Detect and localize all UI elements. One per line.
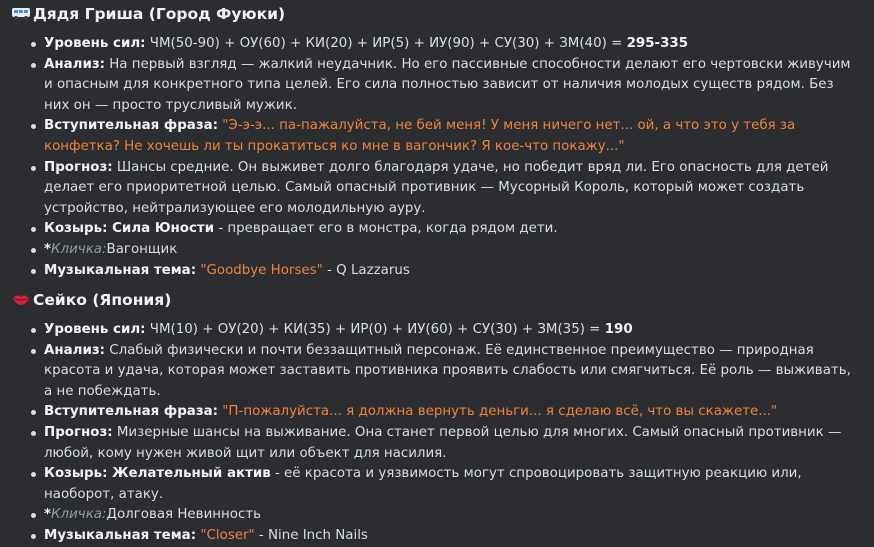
list-item [44,34,859,55]
character-stats-list [44,34,859,281]
song-artist: - Q Lazzarus [322,262,410,278]
stat-label: Анализ: [44,342,105,358]
section-heading [11,289,171,311]
stat-label: Прогноз: [44,424,113,440]
stat-label: Уровень сил: [44,322,146,337]
song-title: "Closer" [196,527,255,543]
nickname-label: Кличка: [51,241,107,257]
stat-value: Шансы средние. Он выживет долго благодаря удаче, но победит вряд ли. Его опасность для детей делает его приоритетной целью. Самый опасный противник — Мусорный Король, который может создать устройство, нейтрализующее его молодильную ауру. [44,159,829,216]
stat-label: Прогноз: [44,159,113,175]
nickname-star: * [44,507,52,523]
bus-emoji-icon [11,5,31,21]
stat-label: Анализ: [44,56,105,72]
list-item [44,261,859,282]
list-item [44,341,859,403]
stat-value: Мизерные шансы на выживание. Она станет первой целью для многих. Самый опасный противник — любой, кому нужен живой щит или объект для насилия. [44,424,842,461]
list-item [44,320,859,341]
stat-value: - её красота и уязвимость могут спровоцировать защитную реакцию или, наоборот, атаку. [44,466,802,502]
nickname-label: Кличка: [51,507,107,523]
character-stats-list [44,320,859,547]
stat-label: Козырь: Сила Юности [44,221,215,237]
stat-label: Козырь: Желательный актив [44,466,271,482]
stat-total: 295-335 [626,36,689,51]
list-item [44,464,859,505]
stat-label: Вступительная фраза: [44,118,219,134]
section-title: Дядя Гриша (Город Фуюки) [33,5,286,23]
song-title: "Goodbye Horses" [196,262,323,278]
list-item [44,505,859,526]
nickname-value: Вагонщик [106,241,178,257]
list-item [44,402,859,423]
list-item [44,240,859,261]
lips-emoji-icon [11,291,31,307]
stat-value: ЧМ(50-90) + ОУ(60) + КИ(20) + ИР(5) + ИУ(90) + СУ(30) + ЗМ(40) = [145,36,627,51]
stat-label: Музыкальная тема: [44,527,197,543]
stat-label: Уровень сил: [44,36,146,51]
nickname-star: * [44,241,52,257]
song-artist: - Nine Inch Nails [254,527,368,543]
stat-value: ЧМ(10) + ОУ(20) + КИ(35) + ИР(0) + ИУ(60) + СУ(30) + ЗМ(35) = [145,322,605,337]
list-item [44,55,859,117]
quote-text: "П-пожалуйста... я должна вернуть деньги... я сделаю всё, что вы скажете..." [218,404,778,420]
stat-total: 190 [604,322,633,337]
nickname-value: Долговая Невинность [106,507,262,523]
stat-label: Музыкальная тема: [44,262,197,278]
list-item [44,158,859,220]
stat-value: Слабый физически и почти беззащитный персонаж. Её единственное преимущество — природная красота и удача, которая может заставить противника проявить слабость или смягчиться. Её роль — выживать, а не побеждать. [44,342,851,399]
quote-text: "Э-э-э... па-пажалуйста, не бей меня! У меня ничего нет... ой, а что это у тебя за конфетка? Не хочешь ли ты прокатиться ко мне в вагончик? Я кое-что покажу..." [44,118,796,154]
stat-label: Вступительная фраза: [44,404,219,420]
list-item [44,423,859,464]
list-item [44,116,859,157]
stat-value: На первый взгляд — жалкий неудачник. Но его пассивные способности делают его чертовски живучим и опасным для конкретного типа целей. Его сила полностью зависит от наличия молодых существ рядом. Без них он — просто трусливый мужик. [44,56,851,113]
section-title: Сейко (Япония) [33,291,172,309]
section-heading [11,3,285,25]
list-item [44,219,859,240]
list-item [44,526,859,547]
stat-value: - превращает его в монстра, когда рядом дети. [214,221,558,237]
